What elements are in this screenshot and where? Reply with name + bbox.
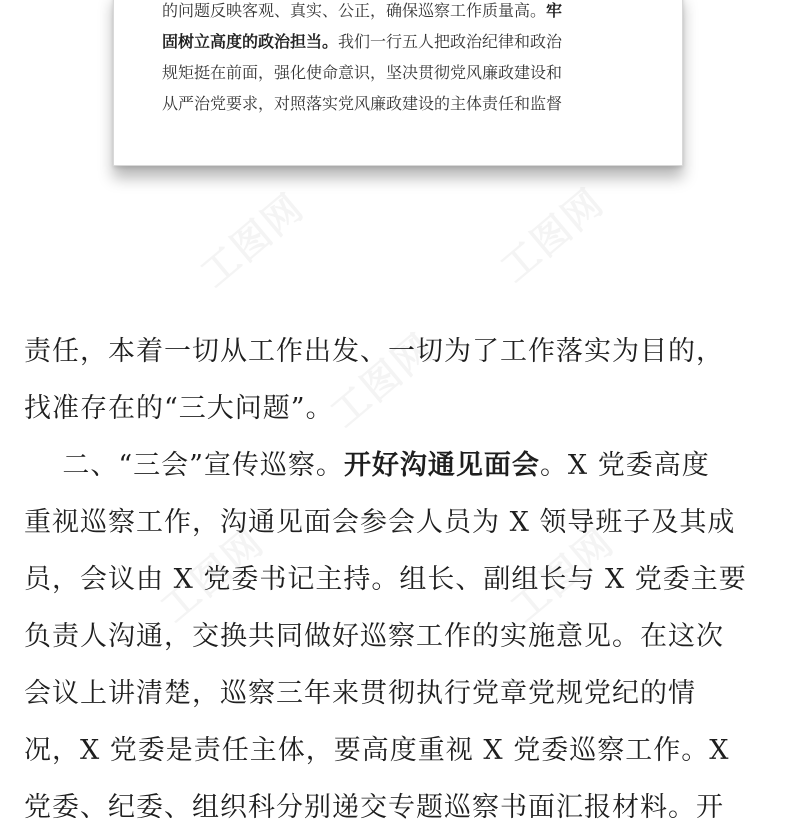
card-line xyxy=(162,57,654,88)
card-text: 规矩挺在前面，强化使命意识，坚决贯彻党风廉政建设和 xyxy=(162,63,563,82)
body-text: 党委、纪委、组织科分别递交专题巡察书面汇报材料。开 xyxy=(24,792,724,823)
body-text: 责任，本着一切从工作出发、一切为了工作落实为目的， xyxy=(24,336,724,367)
body-line xyxy=(24,323,784,380)
body-line xyxy=(24,608,784,665)
body-text: 重视巡察工作，沟通见面会参会人员为 X 领导班子及其成 xyxy=(24,507,736,538)
watermark xyxy=(486,173,613,292)
watermark xyxy=(186,178,313,297)
body-text-bold: 开好沟通见面会 xyxy=(343,450,540,481)
card-line xyxy=(162,88,654,119)
body-text: 二、“三会”宣传巡察。 xyxy=(24,450,344,481)
quote-card xyxy=(113,0,683,166)
card-text-bold: 牢 xyxy=(546,1,563,20)
body-text: 找准存在的“三大问题”。 xyxy=(24,393,334,424)
card-line xyxy=(162,0,654,26)
body-paragraph xyxy=(24,323,784,836)
body-text: 况，X 党委是责任主体，要高度重视 X 党委巡察工作。X xyxy=(24,735,730,766)
body-line xyxy=(24,494,784,551)
body-text: 会议上讲清楚，巡察三年来贯彻执行党章党规党纪的情 xyxy=(24,678,696,709)
body-line xyxy=(24,380,784,437)
card-line xyxy=(162,26,654,57)
body-text: 。X 党委高度 xyxy=(539,450,710,481)
body-line xyxy=(24,437,784,494)
body-text: 负责人沟通，交换共同做好巡察工作的实施意见。在这次 xyxy=(24,621,724,652)
card-text: 的问题反映客观、真实、公正，确保巡察工作质量高。 xyxy=(162,1,547,20)
body-line xyxy=(24,551,784,608)
card-text: 我们一行五人把政治纪律和政治 xyxy=(338,32,563,51)
body-line xyxy=(24,779,784,836)
body-text: 员，会议由 X 党委书记主持。组长、副组长与 X 党委主要 xyxy=(24,564,747,595)
card-text-bold: 固树立高度的政治担当。 xyxy=(162,32,339,51)
card-text: 从严治党要求，对照落实党风廉政建设的主体责任和监督 xyxy=(162,94,563,113)
body-line xyxy=(24,665,784,722)
body-line xyxy=(24,722,784,779)
